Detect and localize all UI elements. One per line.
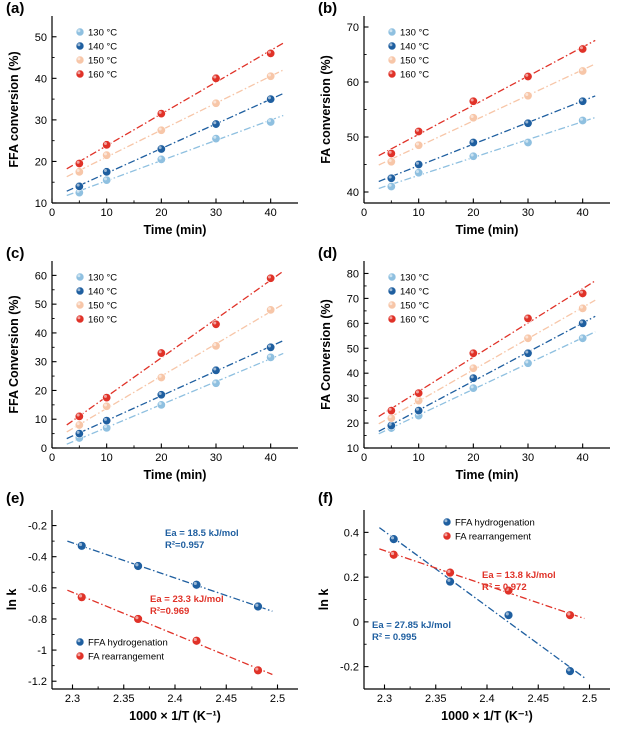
svg-text:20: 20	[155, 452, 168, 464]
panel-d	[312, 245, 624, 490]
panel-a-label: (a)	[6, 0, 25, 17]
svg-text:80: 80	[346, 268, 359, 281]
svg-text:20: 20	[467, 452, 480, 464]
svg-text:FFA Conversion (%): FFA Conversion (%)	[7, 295, 21, 414]
svg-text:1000 × 1/T (K⁻¹): 1000 × 1/T (K⁻¹)	[129, 709, 221, 723]
svg-text:R² = 0.995: R² = 0.995	[372, 632, 417, 643]
svg-text:2.4: 2.4	[479, 693, 495, 705]
svg-text:140 °C: 140 °C	[88, 286, 118, 298]
svg-text:2.35: 2.35	[113, 693, 135, 705]
svg-text:130 °C: 130 °C	[88, 272, 118, 284]
svg-text:2.5: 2.5	[581, 693, 598, 705]
svg-text:40: 40	[34, 73, 47, 86]
svg-text:FFA hydrogenation: FFA hydrogenation	[455, 517, 535, 529]
svg-text:150 °C: 150 °C	[400, 55, 430, 67]
svg-text:10: 10	[412, 452, 425, 464]
panel-f-label: (f)	[318, 490, 333, 507]
svg-text:0: 0	[352, 616, 359, 629]
panel-d-label: (d)	[318, 245, 338, 262]
svg-text:70: 70	[346, 293, 359, 306]
svg-text:40: 40	[346, 368, 359, 381]
panel-c	[0, 245, 312, 490]
svg-text:160 °C: 160 °C	[400, 314, 430, 326]
svg-text:FA conversion (%): FA conversion (%)	[319, 55, 333, 164]
svg-text:60: 60	[346, 77, 359, 89]
svg-text:R²=0.969: R²=0.969	[150, 606, 190, 617]
panel-a	[0, 0, 312, 245]
svg-text:0: 0	[360, 452, 368, 464]
svg-text:50: 50	[34, 31, 47, 44]
svg-text:R² = 0.972: R² = 0.972	[482, 582, 527, 593]
svg-text:2.4: 2.4	[167, 693, 183, 705]
svg-text:2.3: 2.3	[64, 693, 81, 705]
svg-text:150 °C: 150 °C	[88, 55, 118, 67]
svg-text:10: 10	[34, 198, 47, 210]
svg-text:-0.8: -0.8	[28, 613, 47, 626]
svg-text:FA Conversion (%): FA Conversion (%)	[319, 299, 333, 410]
svg-text:30: 30	[209, 207, 223, 219]
svg-text:130 °C: 130 °C	[400, 272, 430, 284]
svg-text:130 °C: 130 °C	[88, 27, 118, 39]
panel-f	[312, 490, 624, 735]
svg-text:-1.2: -1.2	[28, 676, 47, 689]
svg-text:150 °C: 150 °C	[88, 300, 118, 312]
svg-text:-0.2: -0.2	[28, 520, 47, 533]
svg-text:140 °C: 140 °C	[400, 286, 430, 298]
svg-text:50: 50	[346, 343, 359, 356]
svg-text:30: 30	[209, 452, 223, 464]
panel-b-label: (b)	[318, 0, 338, 17]
panel-e-label: (e)	[6, 490, 25, 507]
svg-text:40: 40	[576, 452, 589, 464]
svg-text:20: 20	[34, 385, 47, 398]
svg-text:FA rearrangement: FA rearrangement	[455, 531, 532, 543]
svg-text:0: 0	[40, 443, 47, 455]
svg-text:30: 30	[521, 207, 535, 219]
svg-text:-0.4: -0.4	[28, 551, 47, 564]
svg-text:60: 60	[34, 270, 47, 283]
svg-text:50: 50	[346, 132, 359, 144]
svg-text:0: 0	[48, 452, 56, 464]
svg-text:2.45: 2.45	[215, 693, 237, 705]
svg-text:40: 40	[264, 207, 277, 219]
svg-text:20: 20	[155, 207, 168, 219]
svg-text:2.35: 2.35	[425, 693, 447, 705]
svg-text:R²=0.957: R²=0.957	[165, 540, 205, 551]
svg-text:30: 30	[346, 393, 359, 406]
svg-text:0: 0	[48, 207, 56, 219]
svg-text:2.5: 2.5	[269, 693, 286, 705]
svg-text:1000 × 1/T (K⁻¹): 1000 × 1/T (K⁻¹)	[441, 709, 533, 723]
svg-text:-1: -1	[37, 645, 47, 658]
svg-text:0: 0	[360, 207, 368, 219]
svg-text:2.3: 2.3	[376, 693, 393, 705]
svg-text:Time (min): Time (min)	[143, 223, 207, 237]
svg-text:40: 40	[264, 452, 277, 464]
svg-text:50: 50	[34, 299, 47, 312]
svg-text:30: 30	[34, 356, 47, 369]
svg-text:-0.6: -0.6	[28, 582, 47, 595]
svg-text:130 °C: 130 °C	[400, 27, 430, 39]
svg-text:20: 20	[34, 156, 47, 169]
panel-b	[312, 0, 624, 245]
svg-text:40: 40	[34, 327, 47, 340]
svg-text:160 °C: 160 °C	[400, 69, 430, 81]
svg-text:Ea = 18.5 kJ/mol: Ea = 18.5 kJ/mol	[165, 528, 239, 539]
svg-text:10: 10	[34, 414, 47, 427]
svg-text:10: 10	[100, 207, 113, 219]
svg-text:10: 10	[346, 443, 359, 455]
svg-text:Ea = 23.3 kJ/mol: Ea = 23.3 kJ/mol	[150, 594, 224, 605]
svg-text:30: 30	[34, 114, 47, 127]
svg-text:Time (min): Time (min)	[455, 468, 519, 482]
svg-text:10: 10	[412, 207, 425, 219]
svg-text:40: 40	[576, 207, 589, 219]
svg-text:60: 60	[346, 318, 359, 331]
svg-text:160 °C: 160 °C	[88, 314, 118, 326]
svg-text:ln k: ln k	[5, 588, 19, 611]
svg-text:10: 10	[100, 452, 113, 464]
svg-text:Time (min): Time (min)	[455, 223, 519, 237]
svg-text:40: 40	[346, 187, 359, 199]
svg-text:FFA hydrogenation: FFA hydrogenation	[88, 637, 168, 649]
svg-text:0.2: 0.2	[343, 572, 359, 585]
svg-text:160 °C: 160 °C	[88, 69, 118, 81]
svg-text:FA rearrangement: FA rearrangement	[88, 651, 165, 663]
svg-text:0.4: 0.4	[343, 527, 359, 540]
panel-e	[0, 490, 312, 735]
svg-text:150 °C: 150 °C	[400, 300, 430, 312]
svg-text:Time (min): Time (min)	[143, 468, 207, 482]
panel-c-label: (c)	[6, 245, 25, 262]
svg-text:Ea = 13.8 kJ/mol: Ea = 13.8 kJ/mol	[482, 570, 556, 581]
svg-text:Ea = 27.85 kJ/mol: Ea = 27.85 kJ/mol	[372, 620, 451, 631]
svg-text:ln k: ln k	[317, 588, 331, 611]
svg-text:FFA conversion (%): FFA conversion (%)	[7, 51, 21, 168]
svg-text:-0.2: -0.2	[340, 661, 359, 674]
svg-text:30: 30	[521, 452, 535, 464]
svg-text:20: 20	[346, 418, 359, 431]
svg-text:70: 70	[346, 22, 359, 34]
svg-text:20: 20	[467, 207, 480, 219]
svg-text:140 °C: 140 °C	[400, 41, 430, 53]
svg-text:140 °C: 140 °C	[88, 41, 118, 53]
svg-text:2.45: 2.45	[527, 693, 549, 705]
